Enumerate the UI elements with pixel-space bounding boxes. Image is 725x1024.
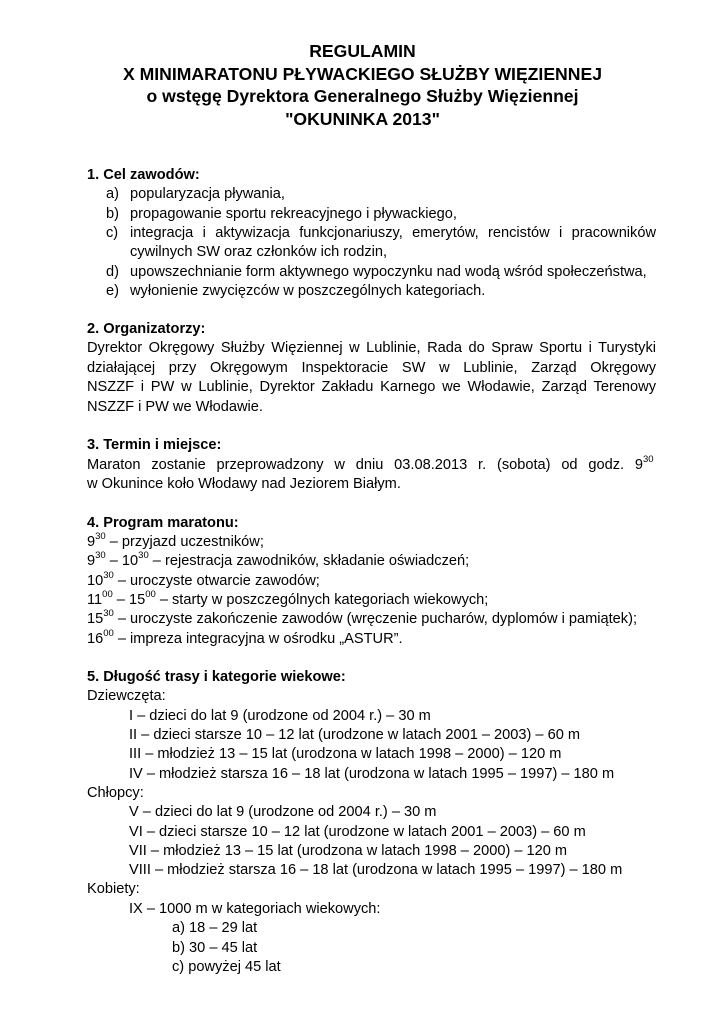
- category-item: VII – młodzież 13 – 15 lat (urodzona w latach 1998 – 2000) – 120 m: [129, 843, 568, 859]
- superscript: 30: [643, 454, 654, 466]
- list-item: [106, 282, 119, 301]
- category-item: IV – młodzież starsza 16 – 18 lat (urodzona w latach 1995 – 1997) – 180 m: [129, 766, 615, 782]
- section-3-heading: 3. Termin i miejsce:: [87, 437, 222, 453]
- time-start: 9: [87, 553, 96, 569]
- category-item: V – dzieci do lat 9 (urodzone od 2004 r.) – 30 m: [129, 804, 437, 820]
- paragraph-line: NSZZF i PW we Włodawie.: [87, 399, 263, 415]
- time-superscript: [643, 456, 654, 475]
- category-item: IX – 1000 m w kategoriach wiekowych:: [129, 901, 381, 917]
- paragraph-line: NSZZF i PW w Lublinie, Dyrektor Zakładu Karnego we Włodawie, Zarząd Terenowy: [87, 379, 656, 395]
- list-item-text: integracja i aktywizacja funkcjonariuszy, emerytów, rencistów i pracowników: [130, 225, 656, 241]
- section-1-heading: 1. Cel zawodów:: [87, 167, 200, 183]
- time-end: – 10: [105, 553, 139, 569]
- program-description: – uroczyste zakończenie zawodów (wręczenie pucharów, dyplomów i pamiątek);: [113, 611, 637, 627]
- list-item-text: popularyzacja pływania,: [130, 186, 285, 202]
- list-item-text: wyłonienie zwycięzców w poszczególnych kategoriach.: [130, 283, 486, 299]
- time-start-minutes: 30: [103, 570, 114, 582]
- program-description: – impreza integracyjna w ośrodku „ASTUR”.: [113, 631, 403, 647]
- document-title: [0, 40, 725, 130]
- time-start-minutes: 30: [95, 531, 106, 543]
- program-description: – starty w poszczególnych kategoriach wiekowych;: [155, 592, 489, 608]
- time-start-minutes: 00: [103, 628, 114, 640]
- list-item: [106, 224, 118, 243]
- item-label: e): [106, 283, 119, 299]
- section-4-heading: 4. Program maratonu:: [87, 515, 239, 531]
- age-group-item: b) 30 – 45 lat: [172, 940, 258, 956]
- program-item: [87, 572, 320, 591]
- list-item: [106, 185, 119, 204]
- category-item: VI – dzieci starsze 10 – 12 lat (urodzone w latach 2001 – 2003) – 60 m: [129, 824, 586, 840]
- group-label-girls: Dziewczęta:: [87, 688, 166, 704]
- paragraph-line: działającej przy Okręgowym Inspektoracie SW w Lublinie, Zarząd Okręgowy: [87, 360, 656, 376]
- time-start: 9: [87, 534, 96, 550]
- program-description: – rejestracja zawodników, składanie oświadczeń;: [148, 553, 470, 569]
- paragraph-line: Maraton zostanie przeprowadzony w dniu 03.08.2013 r. (sobota) od godz. 9: [87, 457, 643, 473]
- section-2-heading: 2. Organizatorzy:: [87, 321, 206, 337]
- title-line-4: "OKUNINKA 2013": [285, 108, 440, 129]
- time-start-minutes: 30: [95, 550, 106, 562]
- item-label: b): [106, 206, 119, 222]
- time-start: 16: [87, 631, 104, 647]
- list-item: [106, 263, 119, 282]
- time-end-minutes: 30: [138, 550, 149, 562]
- time-end-minutes: 00: [145, 589, 156, 601]
- list-item: [106, 205, 119, 224]
- paragraph-line: Dyrektor Okręgowy Służby Więziennej w Lublinie, Rada do Spraw Sportu i Turystyki: [87, 340, 656, 356]
- time-start-minutes: 30: [103, 608, 114, 620]
- item-label: c): [106, 225, 119, 241]
- time-end: – 15: [112, 592, 146, 608]
- section-5-heading: 5. Długość trasy i kategorie wiekowe:: [87, 669, 346, 685]
- group-label-boys: Chłopcy:: [87, 785, 144, 801]
- program-item: [87, 552, 469, 571]
- category-item: II – dzieci starsze 10 – 12 lat (urodzone w latach 2001 – 2003) – 60 m: [129, 727, 581, 743]
- time-start-minutes: 00: [102, 589, 113, 601]
- list-item-text: upowszechnianie form aktywnego wypoczynku nad wodą wśród społeczeństwa,: [130, 264, 647, 280]
- time-start: 10: [87, 573, 104, 589]
- category-item: VIII – młodzież starsza 16 – 18 lat (urodzona w latach 1995 – 1997) – 180 m: [129, 862, 623, 878]
- title-line-1: REGULAMIN: [309, 41, 416, 61]
- paragraph-line: w Okunince koło Włodawy nad Jeziorem Białym.: [87, 476, 401, 492]
- group-label-women: Kobiety:: [87, 881, 140, 897]
- program-description: – uroczyste otwarcie zawodów;: [113, 573, 320, 589]
- title-line-2: X MINIMARATONU PŁYWACKIEGO SŁUŻBY WIĘZIENNEJ: [123, 63, 602, 84]
- item-label: a): [106, 186, 119, 202]
- item-label: d): [106, 264, 119, 280]
- list-item-text: propagowanie sportu rekreacyjnego i pływackiego,: [130, 206, 457, 222]
- program-item: [87, 610, 637, 629]
- age-group-item: a) 18 – 29 lat: [172, 920, 258, 936]
- program-item: [87, 630, 403, 649]
- program-item: [87, 533, 264, 552]
- age-group-item: c) powyżej 45 lat: [172, 959, 281, 975]
- title-line-3: o wstęgę Dyrektora Generalnego Służby Więziennej: [146, 86, 579, 106]
- category-item: I – dzieci do lat 9 (urodzone od 2004 r.) – 30 m: [129, 708, 431, 724]
- program-description: – przyjazd uczestników;: [105, 534, 264, 550]
- time-start: 11: [87, 592, 103, 608]
- list-item-text-continued: cywilnych SW oraz członków ich rodzin,: [130, 244, 388, 260]
- program-item: [87, 591, 488, 610]
- category-item: III – młodzież 13 – 15 lat (urodzona w latach 1998 – 2000) – 120 m: [129, 746, 562, 762]
- time-start: 15: [87, 611, 104, 627]
